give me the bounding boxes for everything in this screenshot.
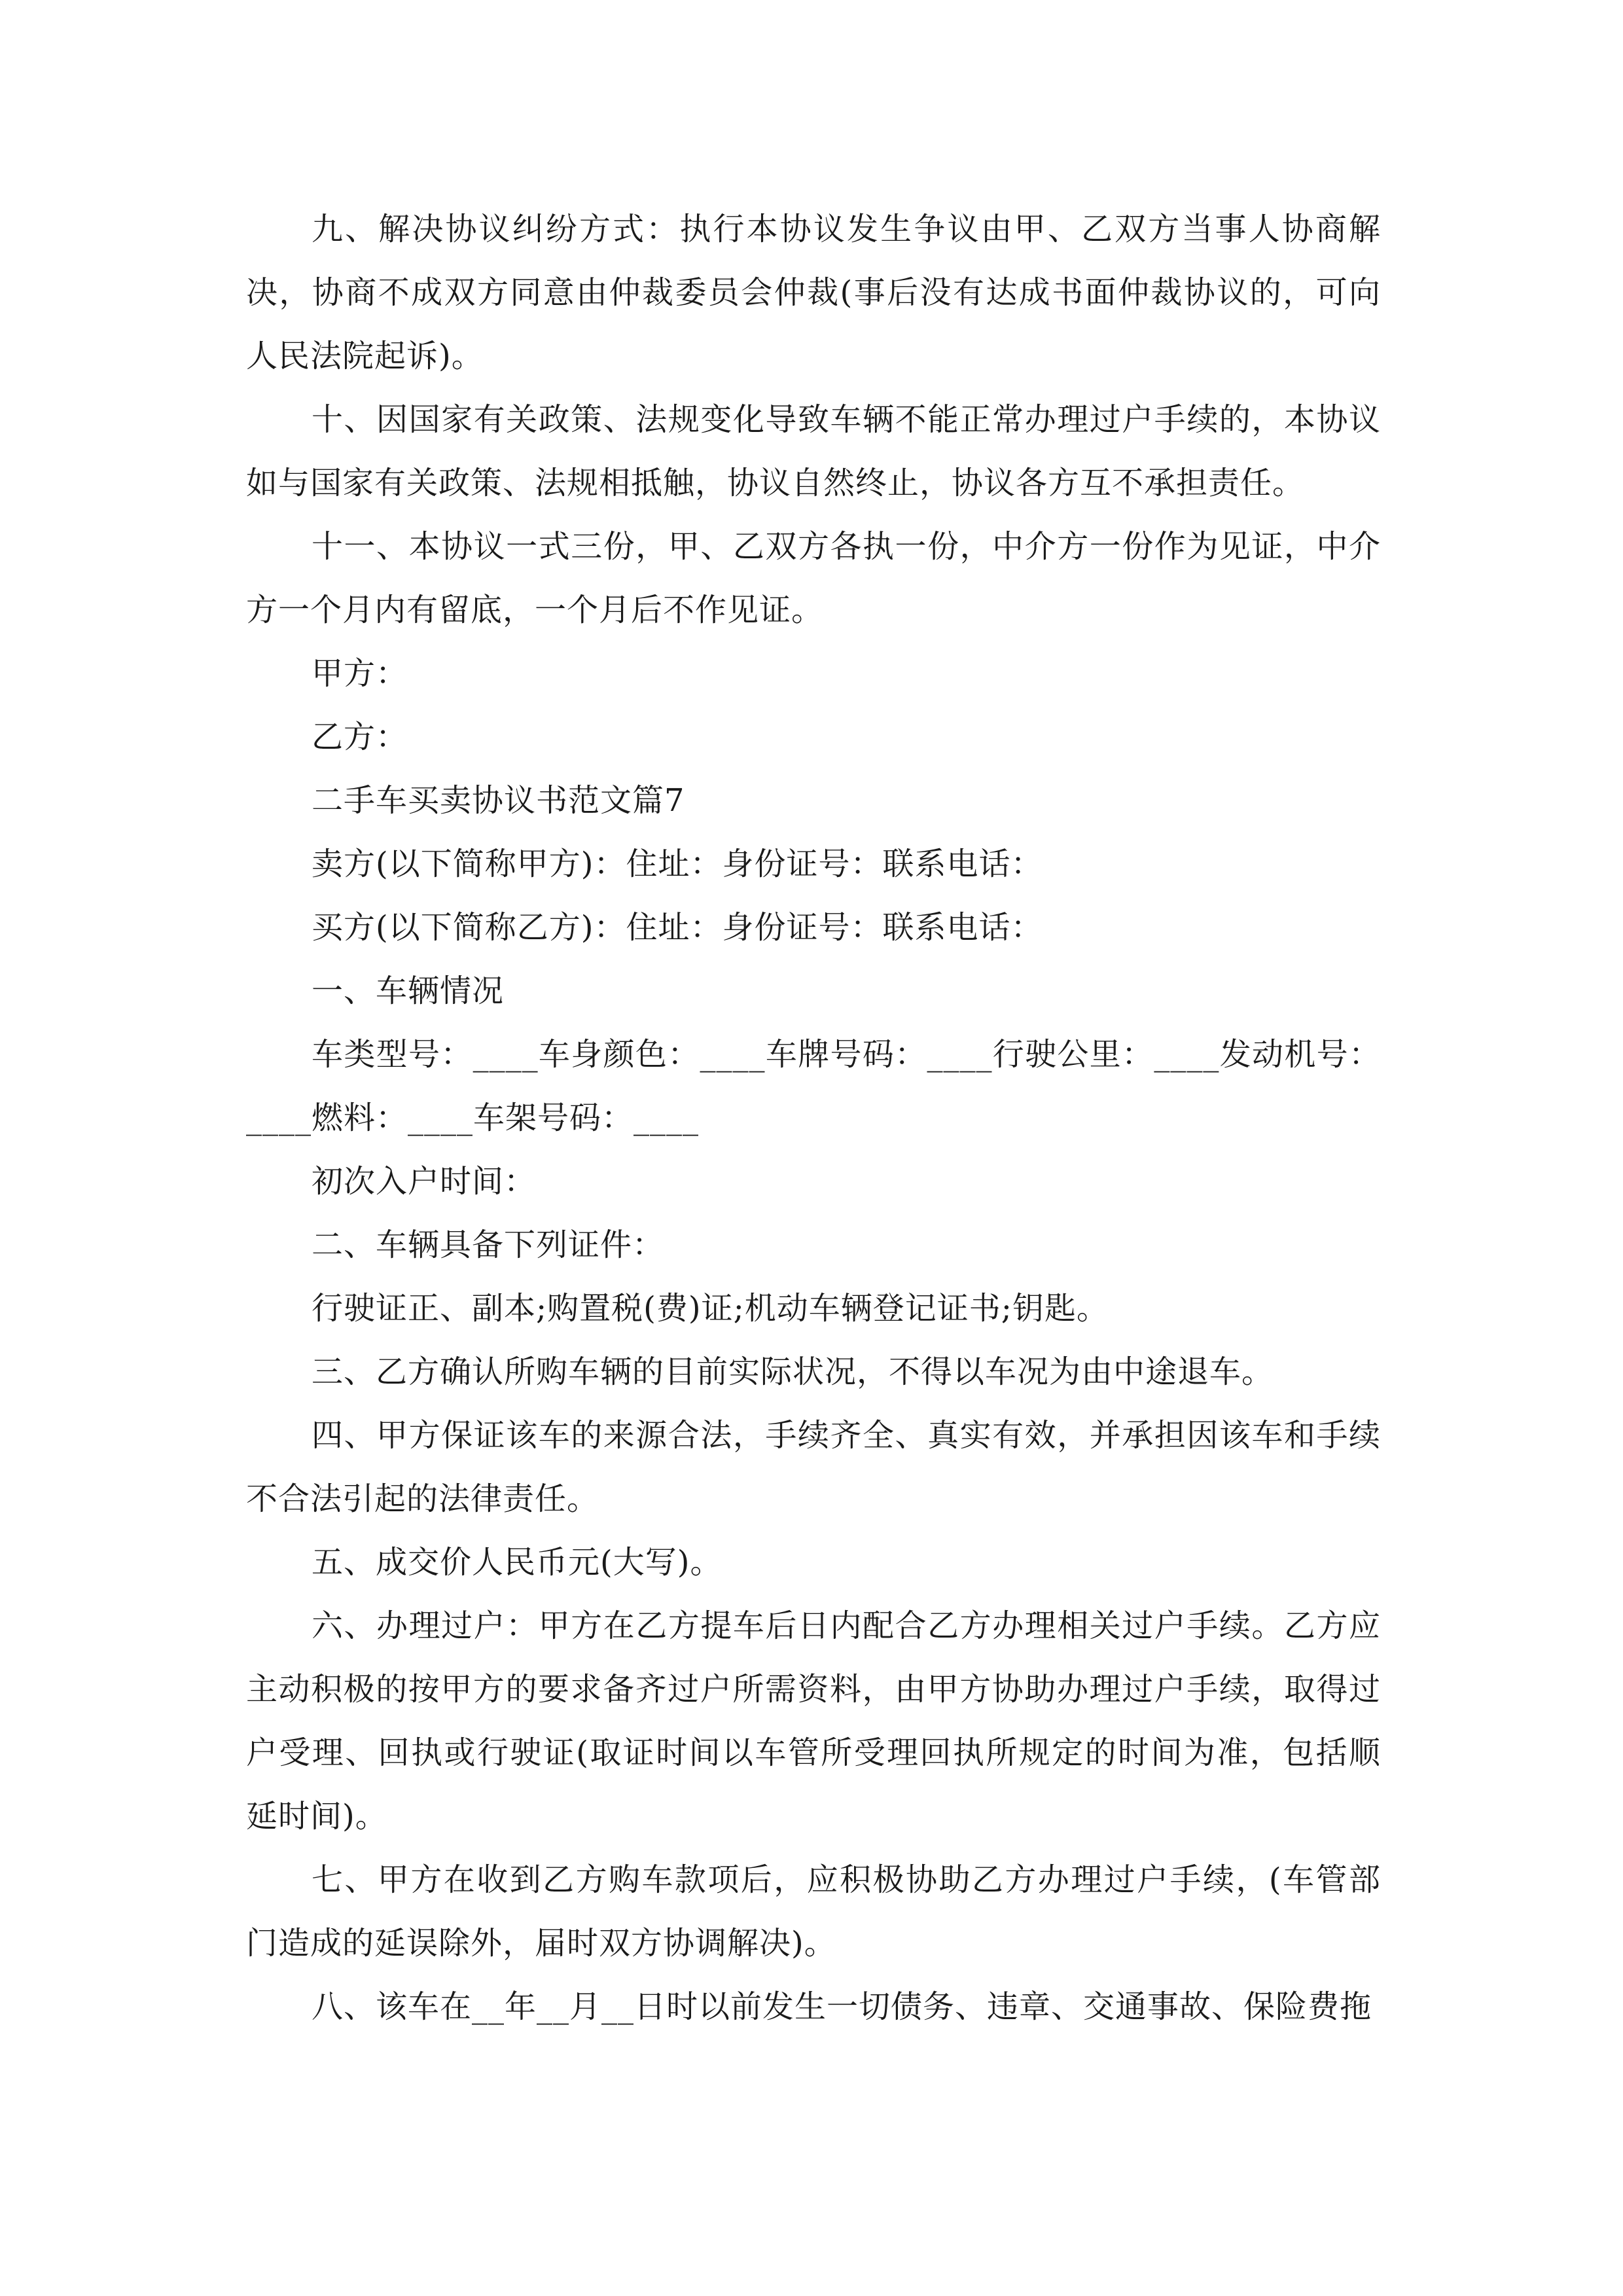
- paragraph-clause-6: 六、办理过户：甲方在乙方提车后日内配合乙方办理相关过户手续。乙方应主动积极的按甲方的要求备齐过户所需资料，由甲方协助办理过户手续，取得过户受理、回执或行驶证(取证时间以车管所受理回执所规定的时间为准，包括顺延时间)。: [246, 1607, 1381, 1835]
- clause-1-heading: 一、车辆情况: [312, 973, 505, 1009]
- paragraph-clause-11: 十一、本协议一式三份，甲、乙双方各执一份，中介方一份作为见证，中介方一个月内有留底，一个月后不作见证。: [246, 528, 1381, 628]
- paragraph-clause-4: 四、甲方保证该车的来源合法，手续齐全、真实有效，并承担因该车和手续不合法引起的法律责任。: [246, 1417, 1381, 1517]
- paragraph-clause-10: 十、因国家有关政策、法规变化导致车辆不能正常办理过户手续的，本协议如与国家有关政策、法规相抵触，协议自然终止，协议各方互不承担责任。: [246, 401, 1381, 501]
- paragraph-clause-7: 七、甲方在收到乙方购车款项后，应积极协助乙方办理过户手续，(车管部门造成的延误除外，届时双方协调解决)。: [246, 1861, 1381, 1962]
- paragraph-clause-3: 三、乙方确认所购车辆的目前实际状况，不得以车况为由中途退车。: [312, 1354, 1274, 1390]
- party-b-signature-line: 乙方：: [312, 719, 408, 755]
- paragraph-clause-9: 九、解决协议纠纷方式：执行本协议发生争议由甲、乙双方当事人协商解决，协商不成双方同意由仲裁委员会仲裁(事后没有达成书面仲裁协议的，可向人民法院起诉)。: [246, 211, 1381, 374]
- clause-2-heading: 二、车辆具备下列证件：: [312, 1227, 665, 1263]
- document-body: [246, 198, 1381, 2039]
- seller-info-line: 卖方(以下简称甲方)：住址：身份证号：联系电话：: [312, 846, 1043, 882]
- documents-list: 行驶证正、副本;购置税(费)证;机动车辆登记证书;钥匙。: [312, 1290, 1109, 1327]
- vehicle-details-line: 车类型号：____车身颜色：____车牌号码：____行驶公里：____发动机号：____燃料：____车架号码：____: [246, 1036, 1381, 1136]
- paragraph-clause-8: 八、该车在__年__月__日时以前发生一切债务、违章、交通事故、保险费拖: [312, 1988, 1372, 2025]
- paragraph-clause-5: 五、成交价人民币元(大写)。: [312, 1544, 722, 1581]
- buyer-info-line: 买方(以下简称乙方)：住址：身份证号：联系电话：: [312, 909, 1043, 946]
- first-registration-line: 初次入户时间：: [312, 1163, 537, 1200]
- party-a-signature-line: 甲方：: [312, 655, 408, 692]
- section-title: 二手车买卖协议书范文篇7: [312, 782, 685, 819]
